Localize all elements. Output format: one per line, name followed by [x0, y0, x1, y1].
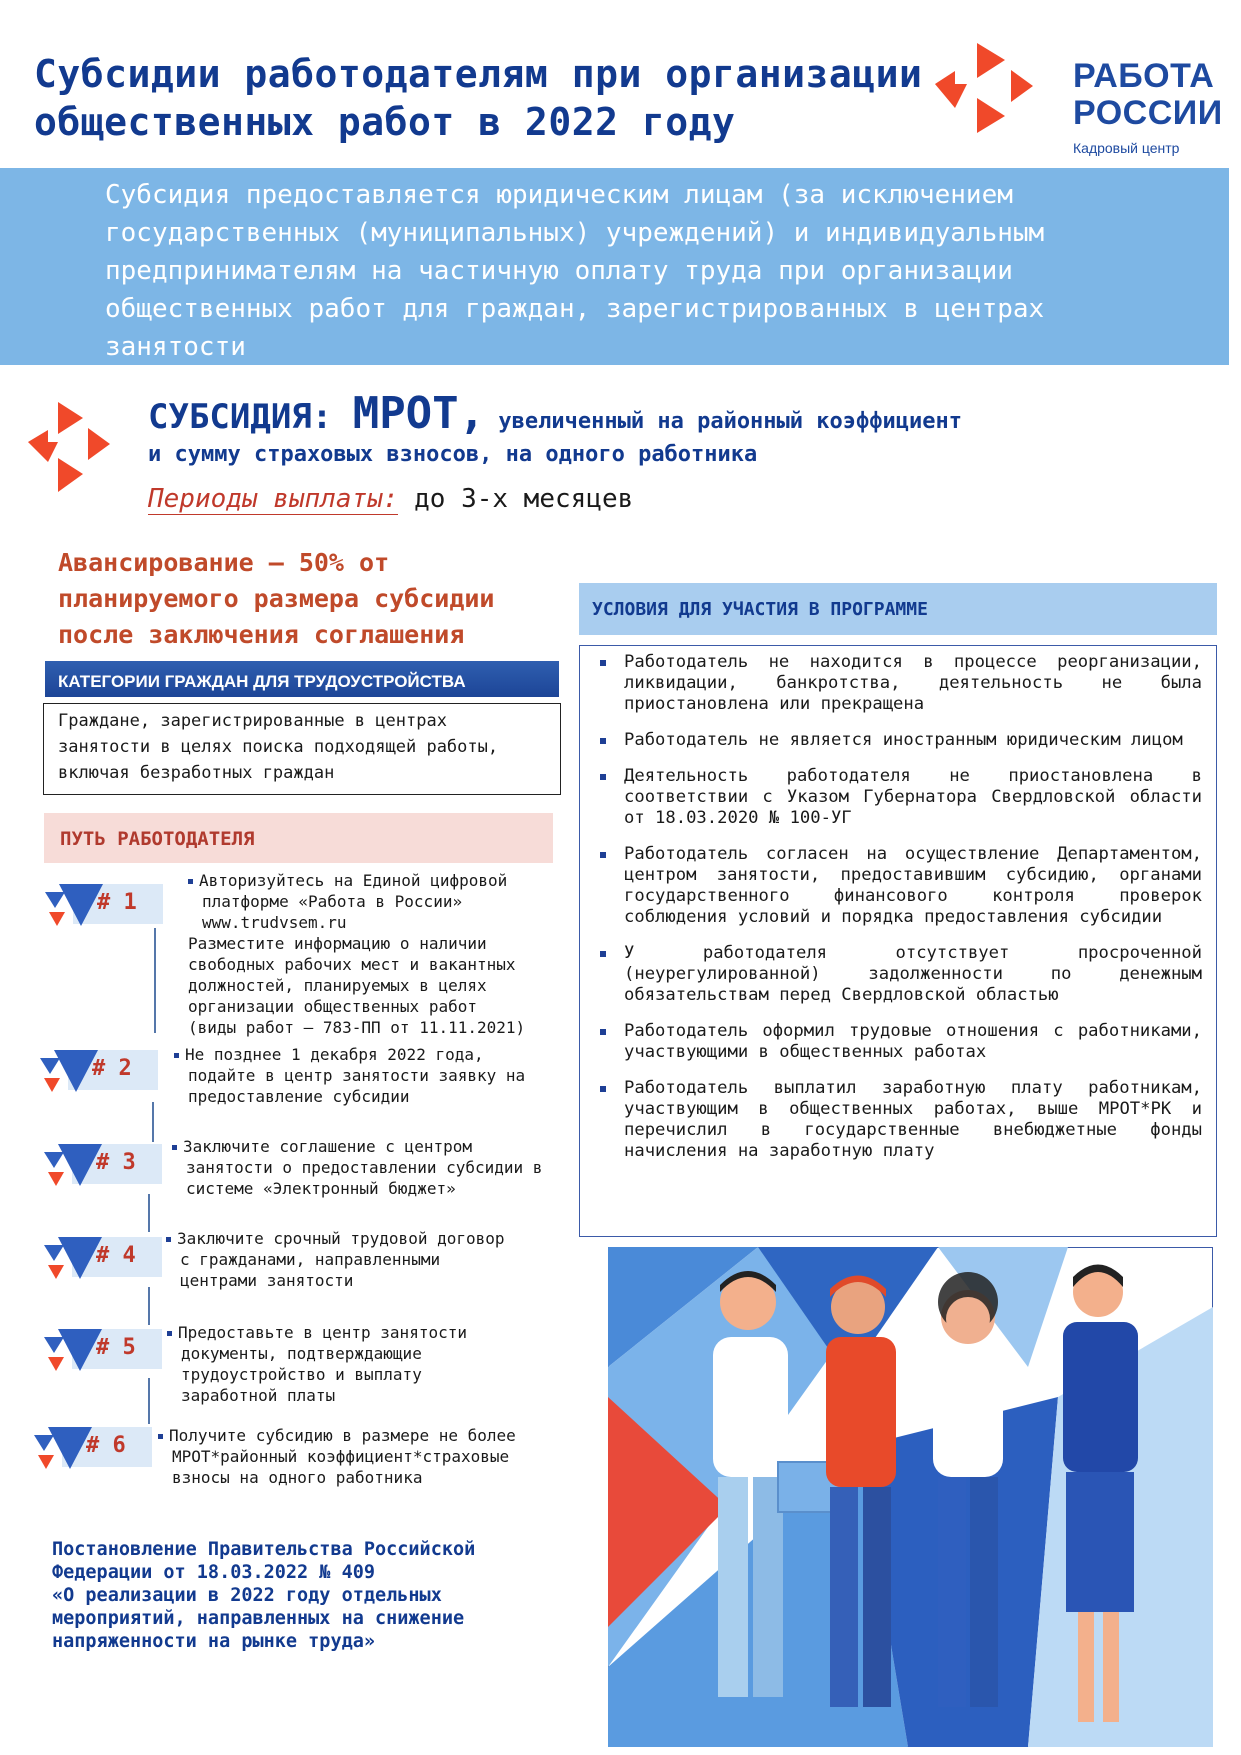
step-text-line: трудоустройство и выплату	[181, 1365, 422, 1384]
workers-illustration	[608, 1247, 1213, 1747]
step-text-line: предоставление субсидии	[188, 1087, 410, 1106]
bullet-icon	[166, 1237, 171, 1242]
step-number: # 2	[92, 1056, 132, 1081]
step-text-line: Заключите срочный трудовой договор	[166, 1228, 566, 1249]
step-text-line: МРОТ*районный коэффициент*страховые	[172, 1447, 510, 1466]
subsidy-description-2: и сумму страховых взносов, на одного работника	[148, 442, 758, 467]
step-text-line: www.trudvsem.ru	[202, 913, 347, 932]
step-badge	[34, 1425, 154, 1471]
categories-line-2: занятости в целях поиска подходящей работы,	[58, 737, 499, 757]
step-text-line: занятости о предоставлении субсидии в	[186, 1158, 543, 1177]
condition-item: Работодатель оформил трудовые отношения с работниками, участвующими в общественных работах	[598, 1021, 1202, 1063]
periods-label: Периоды выплаты:	[148, 484, 399, 514]
condition-item: Деятельность работодателя не приостановлена в соответствии с Указом Губернатора Свердловской области от 18.03.2020 № 100-УГ	[598, 766, 1202, 829]
step-text-line: Предоставьте в центр занятости	[167, 1322, 567, 1343]
categories-text	[58, 708, 558, 786]
conditions-heading: УСЛОВИЯ ДЛЯ УЧАСТИЯ В ПРОГРАММЕ	[592, 599, 928, 620]
decree-line-4: мероприятий, направленных на снижение	[52, 1608, 465, 1629]
bullet-icon	[188, 879, 193, 884]
decree-line-5: напряженности на рынке труда»	[52, 1631, 376, 1652]
step-text-line: Заключите соглашение с центром	[172, 1136, 572, 1157]
step-text-line: взносы на одного работника	[172, 1468, 423, 1487]
step-text-line: Не позднее 1 декабря 2022 года,	[174, 1044, 574, 1065]
step-connector-line	[154, 928, 156, 1033]
step-text-line: центрами занятости	[180, 1271, 354, 1290]
logo-subtitle: Кадровый центр	[1073, 140, 1180, 156]
categories-heading: КАТЕГОРИИ ГРАЖДАН ДЛЯ ТРУДОУСТРОЙСТВА	[58, 672, 466, 691]
title-line-1: Субсидии работодателям при организации	[34, 52, 923, 96]
step-text-line: платформе «Работа в России»	[202, 892, 463, 911]
step-text-line: подайте в центр занятости заявку на	[188, 1066, 526, 1085]
condition-item: Работодатель не находится в процессе реорганизации, ликвидации, банкротства, деятельность не была приостановлена или прекращена	[598, 652, 1202, 715]
subsidy-label: СУБСИДИЯ:	[148, 397, 353, 437]
payment-periods	[148, 484, 633, 514]
step-number: # 1	[97, 890, 137, 915]
categories-line-1: Граждане, зарегистрированные в центрах	[58, 711, 447, 731]
step-text	[166, 1228, 566, 1291]
step-text-line: организации общественных работ	[188, 997, 477, 1016]
step-text-line: заработной платы	[181, 1386, 336, 1405]
step-text	[174, 1044, 574, 1107]
step-text	[167, 1322, 567, 1406]
step-badge	[44, 1235, 164, 1281]
step-text	[172, 1136, 572, 1199]
step-badge	[44, 1327, 164, 1373]
arrows-icon	[28, 400, 113, 495]
step-connector-line	[148, 1378, 150, 1424]
title-line-2: общественных работ в 2022 году	[34, 100, 736, 144]
intro-banner-text: Субсидия предоставляется юридическим лицам (за исключением государственных (муниципальных) учреждений) и индивидуальным предпринимателям на частичную оплату труда при организации общественных работ для граждан, зарегистрированных в центрах занятости	[105, 180, 1045, 362]
condition-item: Работодатель выплатил заработную плату работникам, участвующим в общественных работах, выше МРОТ*РК и перечислил в государственные внебюджетные фонды начисления на заработную плату	[598, 1078, 1202, 1162]
employer-path-heading: ПУТЬ РАБОТОДАТЕЛЯ	[60, 828, 255, 850]
condition-item: Работодатель не является иностранным юридическим лицом	[598, 730, 1202, 751]
step-text-line: документы, подтверждающие	[181, 1344, 422, 1363]
bullet-icon	[172, 1145, 177, 1150]
step-connector-line	[148, 1194, 150, 1232]
conditions-list	[598, 652, 1202, 1177]
logo-text-rabota: РАБОТА	[1073, 57, 1215, 95]
step-text-line: должностей, планируемых в целях	[188, 976, 487, 995]
condition-item: У работодателя отсутствует просроченной (неурегулированной) задолженности по денежным обязательствам перед Свердловской областью	[598, 943, 1202, 1006]
step-text-line: Разместите информацию о наличии	[188, 934, 487, 953]
bullet-icon	[158, 1434, 163, 1439]
step-number: # 5	[96, 1335, 136, 1360]
categories-line-3: включая безработных граждан	[58, 763, 335, 783]
step-text-line: (виды работ – 783-ПП от 11.11.2021)	[188, 1018, 526, 1037]
step-number: # 3	[96, 1150, 136, 1175]
step-badge	[45, 882, 165, 928]
logo-text-rossii: РОССИИ	[1073, 94, 1223, 132]
decree-line-1: Постановление Правительства Российской	[52, 1539, 476, 1560]
periods-value: до 3-х месяцев	[398, 484, 634, 514]
condition-item: Работодатель согласен на осуществление Департаментом, центром занятости, предоставившим субсидию, органами государственного финансового контроля проверок соблюдения условий и порядка предоставления субсидии	[598, 844, 1202, 928]
step-number: # 4	[96, 1243, 136, 1268]
page-title	[34, 50, 934, 146]
step-badge	[44, 1142, 164, 1188]
decree-reference	[52, 1538, 572, 1653]
advance-line-2: планируемого размера субсидии	[58, 584, 495, 613]
step-connector-line	[148, 1287, 150, 1325]
advance-line-3: после заключения соглашения	[58, 620, 465, 649]
bullet-icon	[167, 1331, 172, 1336]
subsidy-description-1: увеличенный на районный коэффициент	[485, 409, 962, 434]
step-text	[158, 1425, 558, 1488]
decree-line-2: Федерации от 18.03.2022 № 409	[52, 1562, 376, 1583]
decree-line-3: «О реализации в 2022 году отдельных	[52, 1585, 442, 1606]
step-text-line: Авторизуйтесь на Единой цифровой	[188, 870, 588, 891]
step-badge	[40, 1048, 160, 1094]
subsidy-mrot: МРОТ,	[352, 388, 486, 439]
step-text-line: Получите субсидию в размере не более	[158, 1425, 558, 1446]
step-text-line: системе «Электронный бюджет»	[186, 1179, 456, 1198]
subsidy-heading	[148, 388, 1148, 439]
bullet-icon	[174, 1053, 179, 1058]
step-text-line: с гражданами, направленными	[180, 1250, 441, 1269]
advance-line-1: Авансирование – 50% от	[58, 548, 390, 577]
step-text	[188, 870, 588, 1038]
step-text-line: свободных рабочих мест и вакантных	[188, 955, 516, 974]
step-number: # 6	[86, 1433, 126, 1458]
step-connector-line	[152, 1102, 154, 1142]
advance-payment-note	[58, 545, 578, 653]
